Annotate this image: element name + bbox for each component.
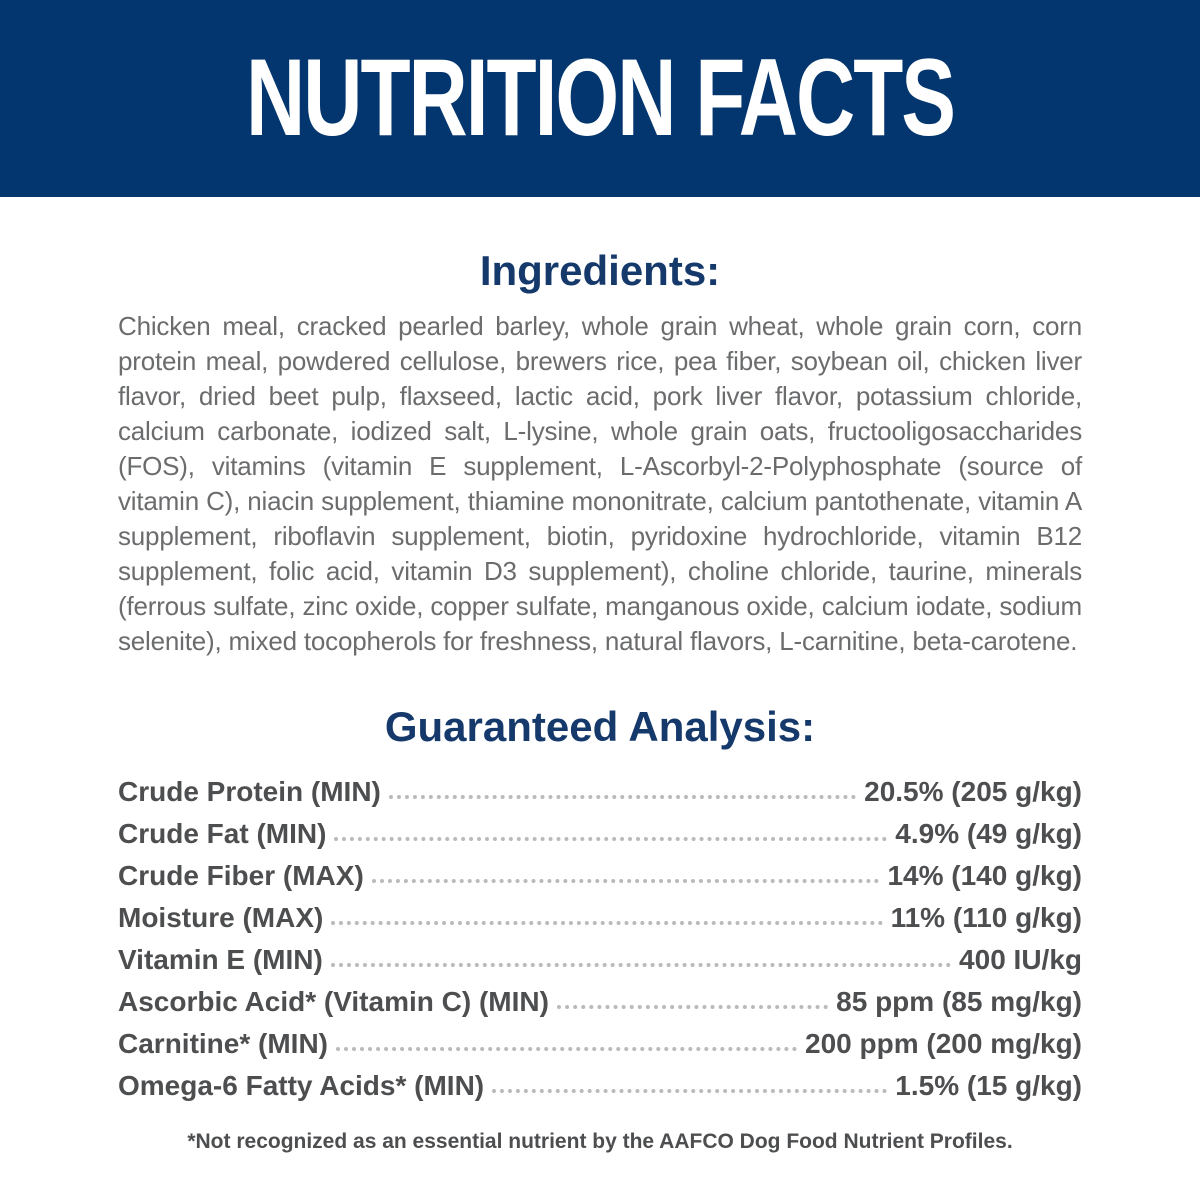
row-value: 14% (140 g/kg)	[887, 860, 1082, 891]
row-label: Ascorbic Acid* (Vitamin C) (MIN)	[118, 986, 549, 1017]
row-label: Crude Fat (MIN)	[118, 818, 327, 849]
dotted-leader	[331, 963, 951, 967]
row-label: Vitamin E (MIN)	[118, 944, 323, 975]
row-label: Crude Protein (MIN)	[118, 776, 381, 807]
row-value: 1.5% (15 g/kg)	[895, 1070, 1082, 1101]
banner-title: NUTRITION FACTS	[246, 36, 954, 159]
row-label: Carnitine* (MIN)	[118, 1028, 328, 1059]
aafco-footnote: *Not recognized as an essential nutrient by the AAFCO Dog Food Nutrient Profiles.	[187, 1130, 1013, 1153]
guaranteed-analysis-heading: Guaranteed Analysis:	[384, 703, 816, 750]
dotted-leader	[389, 795, 856, 799]
table-row	[118, 861, 1082, 890]
row-value: 11% (110 g/kg)	[890, 902, 1082, 933]
ingredients-heading: Ingredients:	[479, 247, 721, 294]
row-label: Omega-6 Fatty Acids* (MIN)	[118, 1070, 485, 1101]
table-row	[118, 903, 1082, 932]
dotted-leader	[336, 1047, 797, 1051]
row-value: 20.5% (205 g/kg)	[864, 776, 1082, 807]
table-row	[118, 987, 1082, 1016]
row-value: 200 ppm (200 mg/kg)	[805, 1028, 1082, 1059]
table-row	[118, 819, 1082, 848]
row-value: 85 ppm (85 mg/kg)	[836, 986, 1082, 1017]
banner	[0, 0, 1200, 197]
dotted-leader	[334, 837, 887, 841]
ingredients-text: Chicken meal, cracked pearled barley, whole grain wheat, whole grain corn, corn protein meal, powdered cellulose, brewers rice, pea fiber, soybean oil, chicken liver flavor, dried beet pulp, flaxseed, lactic acid, pork liver flavor, potassium chloride, calcium carbonate, iodized salt, L-lysine, whole grain oats, fructooligosaccharides (FOS), vitamins (vitamin E supplement, L-Ascorbyl-2-Polyphosphate (source of vitamin C), niacin supplement, thiamine mononitrate, calcium pantothenate, vitamin A supplement, riboflavin supplement, biotin, pyridoxine hydrochloride, vitamin B12 supplement, folic acid, vitamin D3 supplement), choline chloride, taurine, minerals (ferrous sulfate, zinc oxide, copper sulfate, manganous oxide, calcium iodate, sodium selenite), mixed tocopherols for freshness, natural flavors, L-carnitine, beta-carotene.	[118, 311, 1082, 656]
dotted-leader	[557, 1005, 828, 1009]
row-value: 4.9% (49 g/kg)	[895, 818, 1082, 849]
table-row	[118, 777, 1082, 806]
dotted-leader	[331, 921, 882, 925]
dotted-leader	[492, 1089, 887, 1093]
row-label: Crude Fiber (MAX)	[118, 860, 364, 891]
table-row	[118, 1071, 1082, 1100]
table-row	[118, 945, 1082, 974]
row-label: Moisture (MAX)	[118, 902, 324, 933]
table-row	[118, 1029, 1082, 1058]
row-value: 400 IU/kg	[959, 944, 1082, 975]
guaranteed-analysis-table	[118, 777, 1082, 1100]
dotted-leader	[372, 879, 880, 883]
